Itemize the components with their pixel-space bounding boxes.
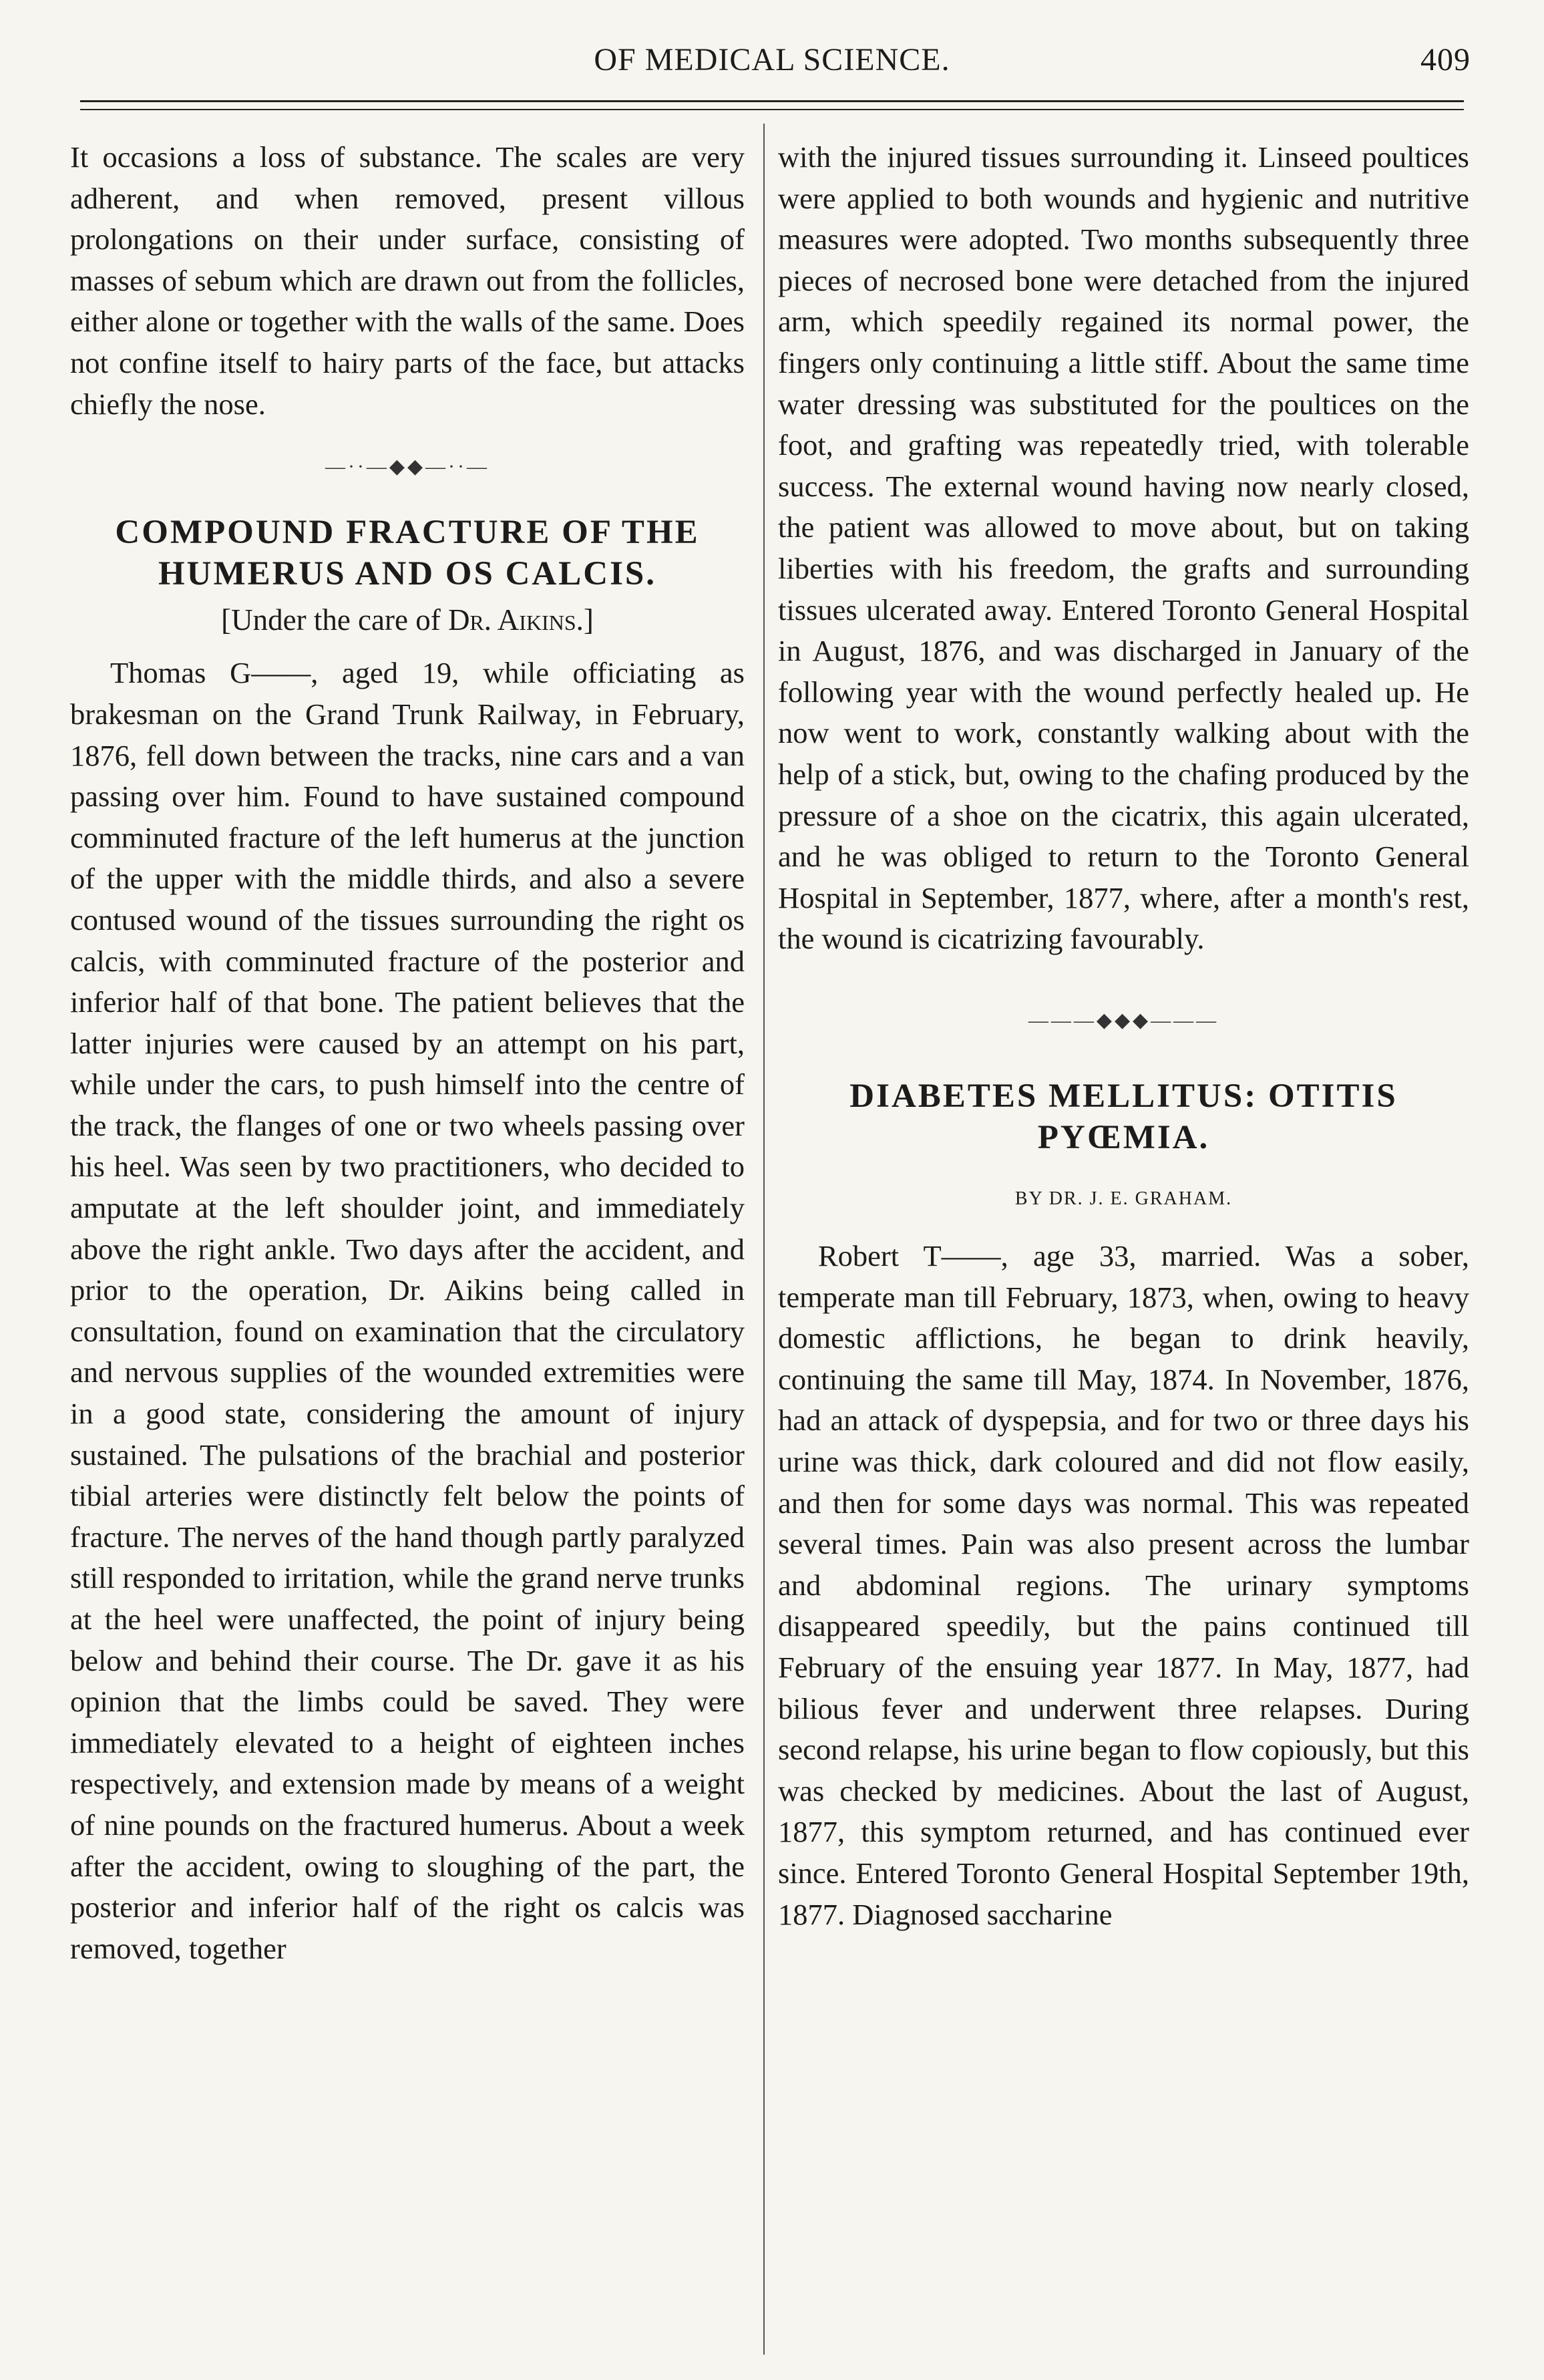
- running-title: OF MEDICAL SCIENCE.: [594, 42, 950, 77]
- article-title-fracture: COMPOUND FRACTURE OF THE HUMERUS AND OS CALCIS.: [115, 513, 700, 592]
- section-ornament: —··—◆◆—··—: [325, 456, 490, 478]
- continued-paragraph: with the injured tissues surrounding it. Linseed poultices were applied to both wounds and hygienic and nutritive measures were adopted. Two months subsequently three pieces of necrosed bone were detached from the injured arm, which speedily regained its normal power, the fingers only continuing a little stiff. About the same time water dressing was substituted for the poultices on the foot, and grafting was repeatedly tried, with tolerable success. The external wound having now nearly closed, the patient was allowed to move about, but on taking liberties with his freedom, the grafts and surrounding tissues ulcerated away. Entered Toronto General Hospital in August, 1876, and was discharged in January of the following year with the wound perfectly healed up. He now went to work, constantly walking about with the help of a stick, but, owing to the chafing produced by the pressure of a shoe on the cicatrix, this again ulcerated, and he was obliged to return to the Toronto General Hospital in September, 1877, where, after a month's rest, the wound is cicatrizing favourably.: [778, 140, 1469, 956]
- page-number: 409: [1420, 42, 1471, 77]
- section-ornament: ———◆◆◆———: [1028, 1009, 1219, 1031]
- article-subtitle: [70, 600, 745, 641]
- article-byline: BY DR. J. E. GRAHAM.: [1014, 1188, 1233, 1210]
- continued-paragraph: It occasions a loss of substance. The scales are very adherent, and when removed, present villous prolongations on their under surface, consisting of masses of sebum which are drawn out from the follicles, either alone or together with the walls of the same. Does not confine itself to hairy parts of the face, but attacks chiefly the nose.: [70, 140, 745, 421]
- case-report-paragraph: Thomas G——, aged 19, while officiating as brakesman on the Grand Trunk Railway, in February, 1876, fell down between the tracks, nine cars and a van passing over him. Found to have sustained compound comminuted fracture of the left humerus at the junction of the upper with the middle thirds, and also a severe contused wound of the tissues surrounding the right os calcis, with comminuted fracture of the posterior and inferior half of that bone. The patient believes that the latter injuries were caused by an attempt on his part, while under the cars, to push himself into the centre of the track, the flanges of one or two wheels passing over his heel. Was seen by two practitioners, who decided to amputate at the left shoulder joint, and immediately above the right ankle. Two days after the accident, and prior to the operation, Dr. Aikins being called in consultation, found on examination that the circulatory and nervous supplies of the wounded extremities were in a good state, considering the amount of injury sustained. The pulsations of the brachial and posterior tibial arteries were distinctly felt below the points of fracture. The nerves of the hand though partly paralyzed still responded to irritation, while the grand nerve trunks at the heel were unaffected, the point of injury being below and behind their course. The Dr. gave it as his opinion that the limbs could be saved. They were immediately elevated to a height of eighteen inches respectively, and extension made by means of a weight of nine pounds on the fractured humerus. About a week after the accident, owing to sloughing of the part, the posterior and inferior half of the right os calcis was removed, together: [70, 656, 745, 1965]
- article-title-diabetes: DIABETES MELLITUS: OTITIS PYŒMIA.: [849, 1077, 1398, 1157]
- subtitle-prefix: [Under the care of: [221, 603, 441, 637]
- running-head: [73, 41, 1471, 88]
- header-rule: [80, 100, 1464, 110]
- right-column: [778, 137, 1469, 1935]
- subtitle-suffix: .]: [576, 603, 594, 637]
- left-column: [70, 137, 745, 1969]
- subtitle-doctor-name: Dr. Aikins: [447, 603, 576, 637]
- case-report-paragraph: Robert T——, age 33, married. Was a sober, temperate man till February, 1873, when, owing to heavy domestic afflictions, he began to drink heavily, continuing the same till May, 1874. In November, 1876, had an attack of dyspepsia, and for two or three days his urine was thick, dark coloured and did not flow easily, and then for some days was normal. This was repeated several times. Pain was also present across the lumbar and abdominal regions. The urinary symptoms disappeared speedily, but the pains continued till February of the ensuing year 1877. In May, 1877, had bilious fever and underwent three relapses. During second relapse, his urine began to flow copiously, but this was checked by medicines. About the last of August, 1877, this symptom returned, and has continued ever since. Entered Toronto General Hospital September 19th, 1877. Diagnosed saccharine: [778, 1239, 1469, 1931]
- column-divider: [763, 124, 765, 2355]
